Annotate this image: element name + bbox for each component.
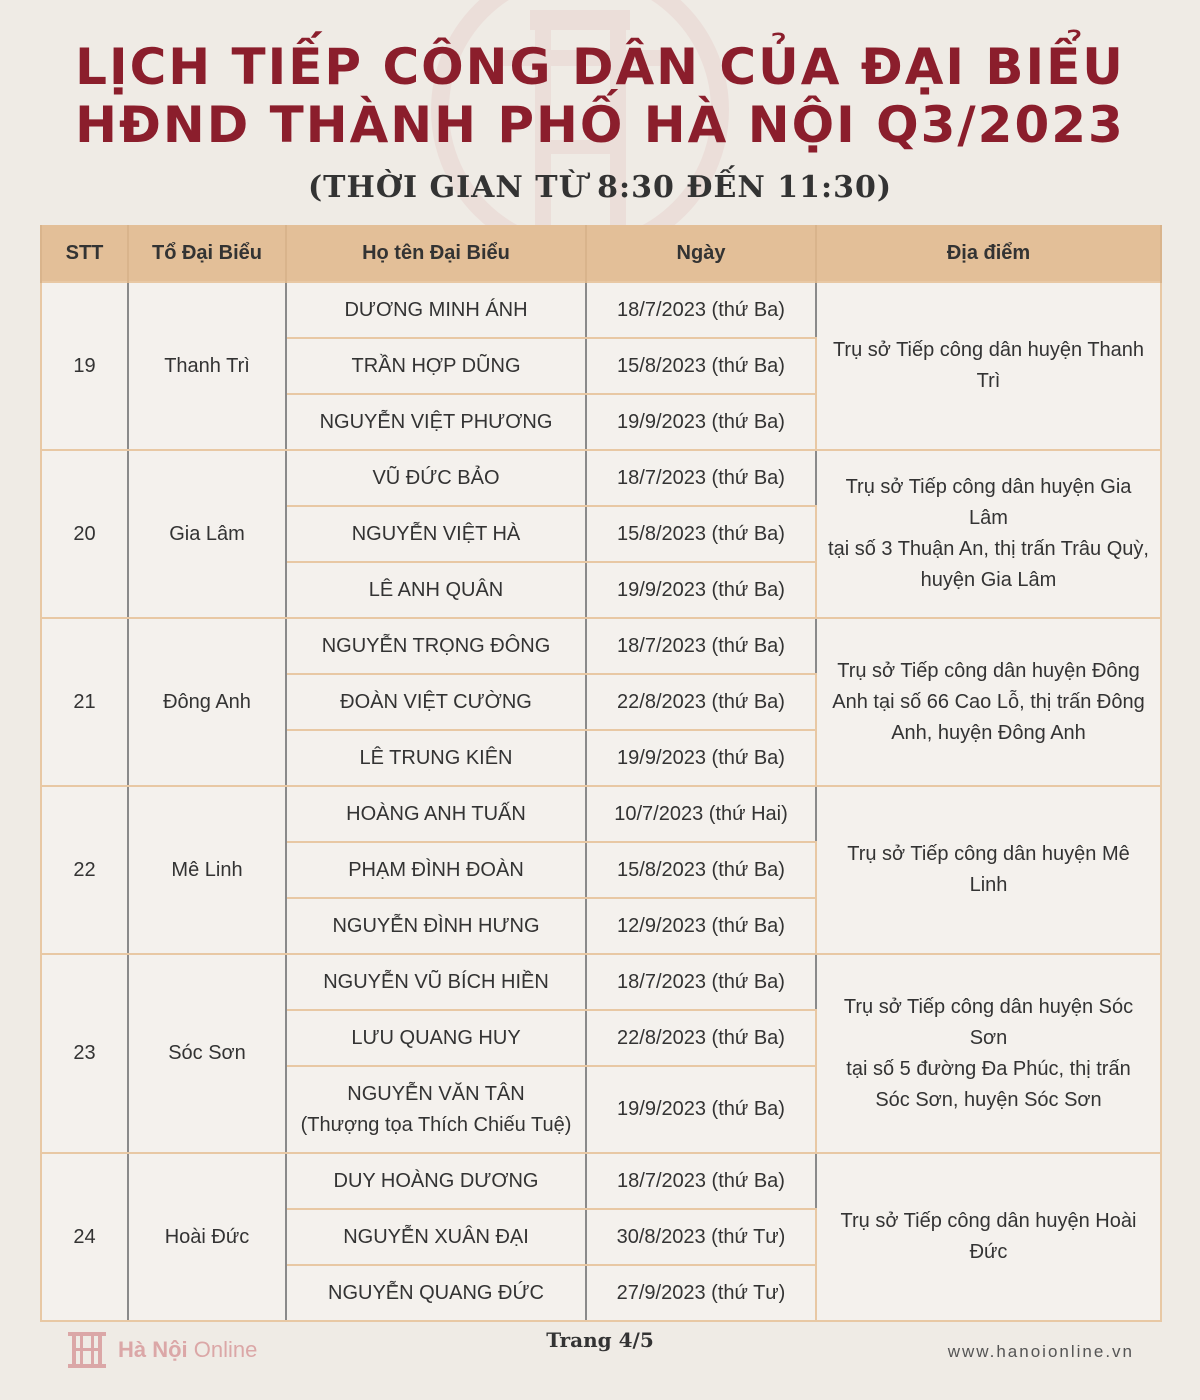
cell-ho-ten: PHẠM ĐÌNH ĐOÀN — [286, 842, 586, 898]
cell-stt: 19 — [41, 282, 128, 450]
cell-ho-ten: LƯU QUANG HUY — [286, 1010, 586, 1066]
cell-ngay: 12/9/2023 (thứ Ba) — [586, 898, 816, 954]
cell-to-dai-bieu: Gia Lâm — [128, 450, 286, 618]
cell-stt: 21 — [41, 618, 128, 786]
header-ngay: Ngày — [586, 225, 816, 282]
table-header-row — [41, 225, 1161, 282]
cell-ho-ten: NGUYỄN VŨ BÍCH HIỀN — [286, 954, 586, 1010]
table-row — [41, 282, 1161, 338]
cell-to-dai-bieu: Mê Linh — [128, 786, 286, 954]
header-dia-diem: Địa điểm — [816, 225, 1161, 282]
page-subtitle: (THỜI GIAN TỪ 8:30 ĐẾN 11:30) — [307, 170, 893, 205]
cell-stt: 24 — [41, 1153, 128, 1321]
cell-ho-ten: VŨ ĐỨC BẢO — [286, 450, 586, 506]
table-row — [41, 618, 1161, 674]
cell-ho-ten: ĐOÀN VIỆT CƯỜNG — [286, 674, 586, 730]
cell-dia-diem: Trụ sở Tiếp công dân huyện Gia Lâm tại số 3 Thuận An, thị trấn Trâu Quỳ, huyện Gia Lâm — [816, 450, 1161, 618]
cell-ngay: 19/9/2023 (thứ Ba) — [586, 1066, 816, 1153]
table-row — [41, 786, 1161, 842]
cell-ngay: 15/8/2023 (thứ Ba) — [586, 842, 816, 898]
cell-to-dai-bieu: Thanh Trì — [128, 282, 286, 450]
table-body — [41, 282, 1161, 1321]
cell-ho-ten: HOÀNG ANH TUẤN — [286, 786, 586, 842]
cell-dia-diem: Trụ sở Tiếp công dân huyện Sóc Sơn tại số 5 đường Đa Phúc, thị trấn Sóc Sơn, huyện Sóc Sơn — [816, 954, 1161, 1153]
header-to-dai-bieu: Tổ Đại Biểu — [128, 225, 286, 282]
cell-ngay: 10/7/2023 (thứ Hai) — [586, 786, 816, 842]
cell-ho-ten: DƯƠNG MINH ÁNH — [286, 282, 586, 338]
table-row — [41, 1153, 1161, 1209]
cell-stt: 22 — [41, 786, 128, 954]
cell-ngay: 30/8/2023 (thứ Tư) — [586, 1209, 816, 1265]
cell-dia-diem: Trụ sở Tiếp công dân huyện Mê Linh — [816, 786, 1161, 954]
cell-to-dai-bieu: Sóc Sơn — [128, 954, 286, 1153]
cell-ngay: 18/7/2023 (thứ Ba) — [586, 618, 816, 674]
brand-bold: Hà Nội — [118, 1337, 188, 1362]
cell-ngay: 19/9/2023 (thứ Ba) — [586, 730, 816, 786]
website-url: www.hanoionline.vn — [947, 1342, 1134, 1361]
cell-ho-ten: NGUYỄN QUANG ĐỨC — [286, 1265, 586, 1321]
cell-ho-ten: NGUYỄN VIỆT PHƯƠNG — [286, 394, 586, 450]
cell-ho-ten: NGUYỄN XUÂN ĐẠI — [286, 1209, 586, 1265]
cell-stt: 23 — [41, 954, 128, 1153]
header-ho-ten: Họ tên Đại Biểu — [286, 225, 586, 282]
cell-ho-ten: NGUYỄN ĐÌNH HƯNG — [286, 898, 586, 954]
cell-ngay: 19/9/2023 (thứ Ba) — [586, 394, 816, 450]
table-row — [41, 450, 1161, 506]
cell-ho-ten: LÊ TRUNG KIÊN — [286, 730, 586, 786]
cell-ngay: 19/9/2023 (thứ Ba) — [586, 562, 816, 618]
cell-ho-ten: NGUYỄN VĂN TÂN (Thượng tọa Thích Chiếu Tuệ) — [286, 1066, 586, 1153]
table-row — [41, 954, 1161, 1010]
cell-to-dai-bieu: Đông Anh — [128, 618, 286, 786]
cell-dia-diem: Trụ sở Tiếp công dân huyện Đông Anh tại số 66 Cao Lỗ, thị trấn Đông Anh, huyện Đông Anh — [816, 618, 1161, 786]
page-number: Trang 4/5 — [546, 1328, 654, 1352]
cell-ngay: 27/9/2023 (thứ Tư) — [586, 1265, 816, 1321]
cell-ho-ten: NGUYỄN TRỌNG ĐÔNG — [286, 618, 586, 674]
cell-ho-ten: LÊ ANH QUÂN — [286, 562, 586, 618]
cell-dia-diem: Trụ sở Tiếp công dân huyện Thanh Trì — [816, 282, 1161, 450]
brand-light: Online — [187, 1337, 258, 1362]
cell-ho-ten: NGUYỄN VIỆT HÀ — [286, 506, 586, 562]
schedule-table — [40, 225, 1162, 1322]
cell-ngay: 15/8/2023 (thứ Ba) — [586, 338, 816, 394]
cell-ngay: 18/7/2023 (thứ Ba) — [586, 450, 816, 506]
page-title-line1: LỊCH TIẾP CÔNG DÂN CỦA ĐẠI BIỂU — [75, 38, 1125, 96]
cell-stt: 20 — [41, 450, 128, 618]
cell-ngay: 15/8/2023 (thứ Ba) — [586, 506, 816, 562]
cell-to-dai-bieu: Hoài Đức — [128, 1153, 286, 1321]
cell-ngay: 22/8/2023 (thứ Ba) — [586, 674, 816, 730]
cell-ho-ten: DUY HOÀNG DƯƠNG — [286, 1153, 586, 1209]
cell-ngay: 18/7/2023 (thứ Ba) — [586, 954, 816, 1010]
cell-ngay: 18/7/2023 (thứ Ba) — [586, 1153, 816, 1209]
page-title-line2: HĐND THÀNH PHỐ HÀ NỘI Q3/2023 — [75, 96, 1125, 154]
cell-ngay: 22/8/2023 (thứ Ba) — [586, 1010, 816, 1066]
cell-dia-diem: Trụ sở Tiếp công dân huyện Hoài Đức — [816, 1153, 1161, 1321]
header-stt: STT — [41, 225, 128, 282]
cell-ngay: 18/7/2023 (thứ Ba) — [586, 282, 816, 338]
cell-ho-ten: TRẦN HỢP DŨNG — [286, 338, 586, 394]
